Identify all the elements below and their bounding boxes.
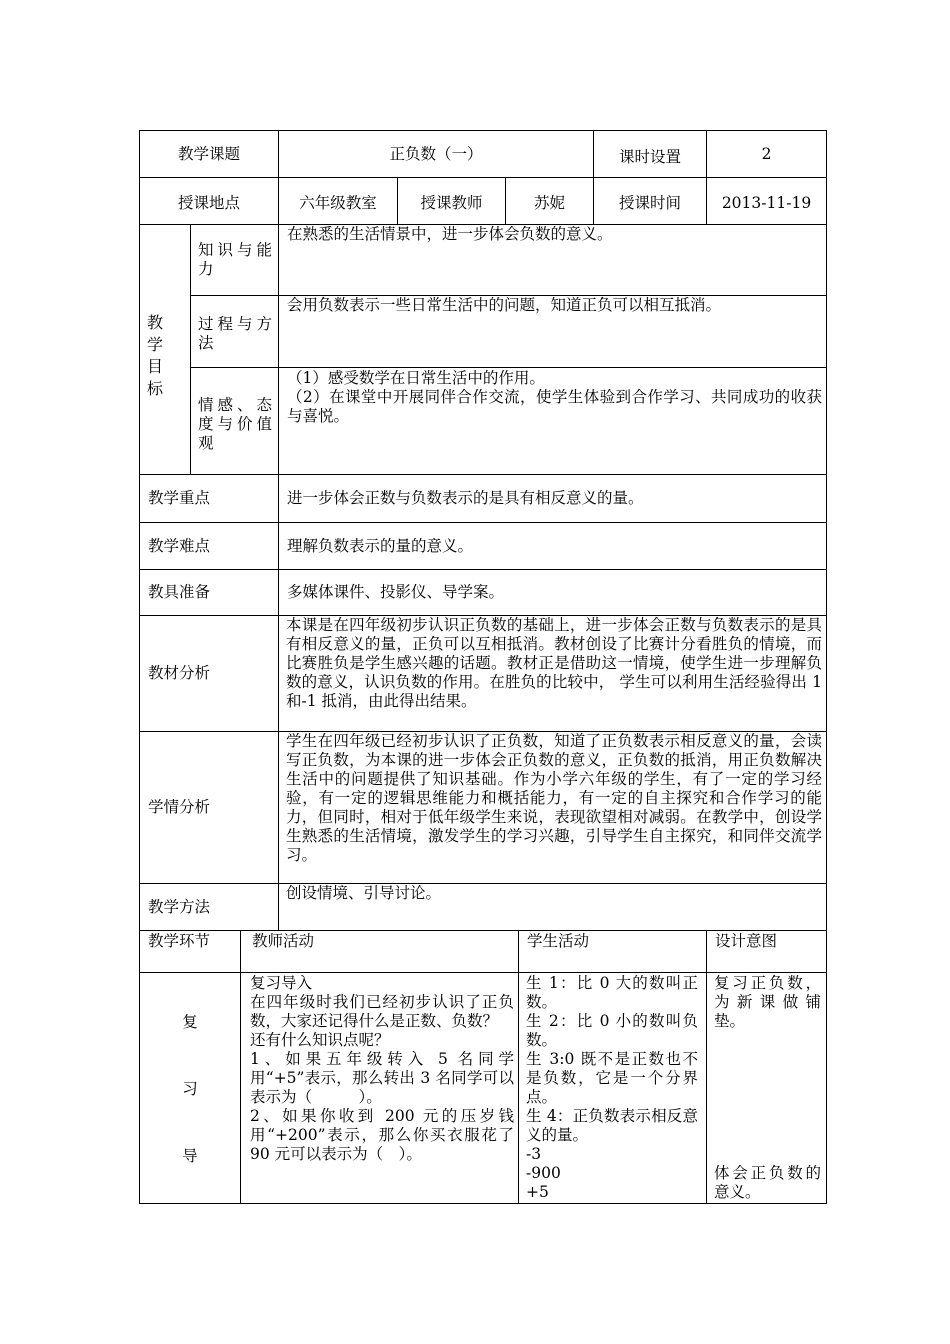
student-text: 学生在四年级已经初步认识了正负数，知道了正负数表示相反意义的量，会读写正负数，为本课的进一步体会正负数的意义，正负数的抵消，用正负数解决生活中的问题提供了知识基础。作为小学六年级的学生，有了一定的学习经验，有一定的逻辑思维能力和概括能力，有一定的自主探究和合作学习的能力，但同时，相对于低年级学生来说，表现欲望相对减弱。在教学中，创设学生熟悉的生活情境，激发学生的学习兴趣，引导学生自主探究，和同伴交流学习。 bbox=[286, 732, 822, 864]
key-label: 教学重点 bbox=[148, 489, 211, 507]
stage-char: 习 bbox=[182, 1079, 198, 1098]
table-line bbox=[139, 972, 827, 973]
method-label: 教学方法 bbox=[148, 898, 211, 916]
col-teacher-header: 教师活动 bbox=[252, 932, 315, 950]
stage-char: 导 bbox=[182, 1146, 198, 1165]
time-value: 2013-11-19 bbox=[721, 193, 812, 212]
table-line bbox=[826, 130, 827, 1204]
difficulty-text: 理解负数表示的量的意义。 bbox=[287, 536, 474, 555]
teacher-line: 复习导入 bbox=[250, 974, 313, 992]
table-line bbox=[139, 130, 140, 1204]
table-line bbox=[706, 930, 707, 1204]
process-label: 过程与方法 bbox=[198, 315, 272, 352]
tools-label: 教具准备 bbox=[148, 583, 211, 601]
emotion-text-1: （1）感受数学在日常生活中的作用。 bbox=[287, 369, 545, 387]
knowledge-label: 知识与能力 bbox=[198, 241, 272, 278]
col-student-header: 学生活动 bbox=[527, 932, 590, 950]
table-line bbox=[190, 367, 827, 368]
method-text: 创设情境、引导讨论。 bbox=[286, 884, 442, 902]
col-stage-header: 教学环节 bbox=[148, 932, 211, 950]
student-line: -900 bbox=[526, 1164, 561, 1182]
hours-label: 课时设置 bbox=[618, 147, 681, 166]
table-line bbox=[139, 930, 827, 931]
table-line bbox=[240, 930, 241, 1204]
teacher-line: 在四年级时我们已经初步认识了正负数，大家还记得什么是正数、负数？ bbox=[250, 993, 514, 1030]
table-line bbox=[278, 130, 279, 931]
place-label: 授课地点 bbox=[177, 193, 240, 212]
emotion-text-2: （2）在课堂中开展同伴合作交流，使学生体验到合作学习、共同成功的收获与喜悦。 bbox=[287, 388, 822, 425]
student-line: 生 1：比 0 大的数叫正数。 bbox=[526, 974, 698, 1011]
emotion-label: 情感、态度与价值观 bbox=[198, 396, 272, 452]
student-line: +5 bbox=[526, 1183, 549, 1201]
time-label: 授课时间 bbox=[618, 193, 681, 212]
teacher-label: 授课教师 bbox=[420, 193, 483, 212]
material-label: 教材分析 bbox=[148, 664, 211, 682]
col-intent-header: 设计意图 bbox=[715, 932, 778, 950]
student-label: 学情分析 bbox=[148, 798, 211, 816]
intent-text-2: 体会正负数的意义。 bbox=[714, 1164, 821, 1201]
table-line bbox=[190, 224, 191, 475]
student-line: 生 3:0 既不是正数也不是负数，它是一个分界点。 bbox=[526, 1050, 698, 1106]
place-value: 六年级教室 bbox=[299, 193, 377, 212]
difficulty-label: 教学难点 bbox=[148, 536, 211, 555]
process-text: 会用负数表示一些日常生活中的问题，知道正负可以相互抵消。 bbox=[287, 296, 722, 314]
stage-char: 复 bbox=[182, 1012, 198, 1031]
topic-value: 正负数（一） bbox=[389, 144, 483, 163]
teacher-activity bbox=[250, 974, 514, 1164]
student-line: -3 bbox=[526, 1145, 542, 1163]
teacher-value: 苏妮 bbox=[533, 193, 565, 212]
student-line: 生 4：正负数表示相反意义的量。 bbox=[526, 1107, 698, 1144]
teacher-line: 1、如果五年级转入 5 名同学用“+5”表示，那么转出 3 名同学可以表示为（ ）。 bbox=[250, 1050, 514, 1106]
teacher-line: 2、如果你收到 200 元的压岁钱用“+200”表示，那么你买衣服花了 90 元可以表示为（ ）。 bbox=[250, 1107, 514, 1163]
goals-label: 教学目标 bbox=[147, 313, 164, 398]
student-activity bbox=[526, 974, 698, 1202]
key-text: 进一步体会正数与负数表示的是具有相反意义的量。 bbox=[287, 489, 644, 507]
tools-text: 多媒体课件、投影仪、导学案。 bbox=[287, 583, 505, 601]
student-line: 生 2：比 0 小的数叫负数。 bbox=[526, 1012, 698, 1049]
knowledge-text: 在熟悉的生活情景中，进一步体会负数的意义。 bbox=[287, 225, 613, 243]
table-line bbox=[139, 1203, 827, 1204]
material-text: 本课是在四年级初步认识正负数的基础上，进一步体会正数与负数表示的是具有相反意义的量，正负可以互相抵消。教材创设了比赛计分看胜负的情境，而比赛胜负是学生感兴趣的话题。教材正是借助这一情境，使学生进一步理解负数的意义，认识负数的作用。在胜负的比较中， 学生可以利用生活经验得出 1 和-1 抵消，由此得出结果。 bbox=[286, 616, 822, 710]
teacher-line: 还有什么知识点呢？ bbox=[250, 1031, 390, 1049]
intent-text-1: 复习正负数，为新课做铺垫。 bbox=[714, 974, 821, 1030]
topic-label: 教学课题 bbox=[177, 144, 240, 163]
table-line bbox=[518, 930, 519, 1204]
hours-value: 2 bbox=[761, 144, 772, 163]
